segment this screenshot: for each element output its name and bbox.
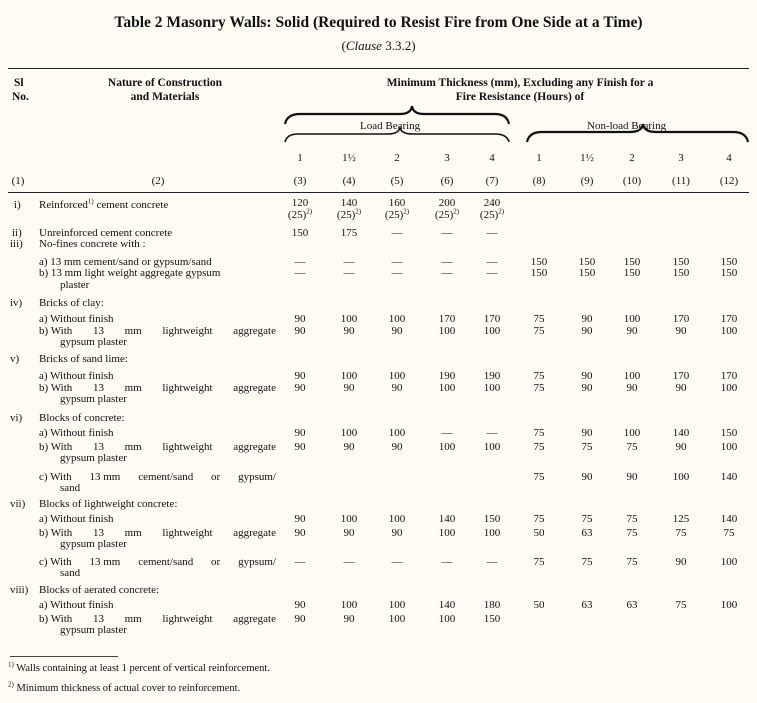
- column-number-2: (2): [151, 175, 165, 187]
- footnote-1: [8, 660, 270, 674]
- row-label-word: mm: [124, 527, 142, 539]
- value-cell: 175: [340, 227, 358, 239]
- value-cell: —: [486, 556, 498, 568]
- row-label-word: 13: [92, 325, 104, 337]
- value-cell: 180: [483, 599, 501, 611]
- value-cell: 75: [533, 370, 545, 382]
- value-cell: 190: [483, 370, 501, 382]
- row-label: a) Without finish: [39, 370, 114, 382]
- column-number-4: (4): [342, 175, 356, 187]
- footnote-ref: 2): [403, 207, 410, 216]
- value-cell: —: [486, 227, 498, 239]
- value-cell: 170: [438, 313, 456, 325]
- value-cell: 140: [438, 513, 456, 525]
- value-cell: —: [441, 267, 453, 279]
- value-cell: 75: [675, 599, 687, 611]
- column-number-10: (10): [622, 175, 642, 187]
- value-cell: 75: [533, 427, 545, 439]
- value-cell: 100: [340, 370, 358, 382]
- value-cell: 100: [483, 382, 501, 394]
- row-label-word: b) With: [39, 613, 73, 625]
- header-bottom-rule: [8, 192, 749, 193]
- value-cell: 150: [483, 613, 501, 625]
- value-cell: 100: [438, 441, 456, 453]
- value-cell: —: [294, 267, 306, 279]
- row-sl-number: ii): [12, 227, 22, 239]
- row-label-continued: gypsum plaster: [60, 452, 127, 464]
- value-cell: 90: [581, 382, 593, 394]
- value-cell: 100: [483, 527, 501, 539]
- value-cell: 90: [294, 513, 306, 525]
- value-cell: —: [441, 256, 453, 268]
- header-hour-2: 2: [394, 152, 400, 164]
- value-cell: —: [294, 256, 306, 268]
- value-cell: 150: [720, 256, 738, 268]
- row-label-word: b) With: [39, 441, 73, 453]
- value-cell: 100: [388, 513, 406, 525]
- value-cell: 100: [483, 441, 501, 453]
- header-hour-4: 4: [489, 152, 495, 164]
- row-label-continued: gypsum plaster: [60, 538, 127, 550]
- cover-value-cell: [282, 207, 318, 221]
- value-cell: —: [441, 227, 453, 239]
- value-cell: 75: [581, 556, 593, 568]
- clause-label: Clause: [345, 38, 382, 53]
- row-label-word: or: [211, 471, 221, 483]
- cover-value: (25): [287, 209, 307, 221]
- row-label-word: aggregate: [233, 382, 276, 394]
- value-cell: 90: [675, 382, 687, 394]
- row-label-word: aggregate: [233, 527, 276, 539]
- column-number-9: (9): [580, 175, 594, 187]
- value-cell: 170: [672, 313, 690, 325]
- footnote-ref: 2): [355, 207, 362, 216]
- value-cell: 90: [294, 313, 306, 325]
- column-number-3: (3): [293, 175, 307, 187]
- header-non-load-bearing: Non-load Bearing: [587, 120, 667, 132]
- value-cell: —: [391, 227, 403, 239]
- row-sl-number: iv): [10, 297, 23, 309]
- column-number-7: (7): [485, 175, 499, 187]
- header-no: No.: [12, 91, 29, 103]
- top-rule: [8, 68, 749, 69]
- row-label-word: mm: [124, 382, 142, 394]
- value-cell: 90: [294, 613, 306, 625]
- value-cell: 90: [675, 556, 687, 568]
- value-cell: 75: [626, 513, 638, 525]
- header-load-bearing: Load Bearing: [360, 120, 421, 132]
- value-cell: 90: [391, 527, 403, 539]
- cover-value-cell: [379, 207, 415, 221]
- value-cell: 100: [438, 527, 456, 539]
- value-cell: 100: [720, 382, 738, 394]
- row-sl-number: v): [10, 353, 20, 365]
- value-cell: 90: [581, 325, 593, 337]
- value-cell: 75: [533, 382, 545, 394]
- value-cell: 75: [675, 527, 687, 539]
- value-cell: 150: [672, 256, 690, 268]
- value-cell: —: [486, 267, 498, 279]
- column-number-11: (11): [672, 175, 690, 187]
- row-label: Blocks of lightweight concrete:: [39, 498, 178, 510]
- row-label-text: cement concrete: [93, 199, 169, 211]
- value-cell: 90: [391, 382, 403, 394]
- footnote-2: [8, 680, 241, 694]
- value-cell: 90: [626, 382, 638, 394]
- column-number-1: (1): [11, 175, 25, 187]
- row-label: a) Without finish: [39, 313, 114, 325]
- value-cell: —: [391, 256, 403, 268]
- cover-value: (25): [479, 209, 499, 221]
- value-cell: 90: [581, 427, 593, 439]
- value-cell: 100: [623, 427, 641, 439]
- cover-value-cell: [331, 207, 367, 221]
- row-label-word: mm: [124, 441, 142, 453]
- row-label: Blocks of aerated concrete:: [39, 584, 160, 596]
- value-cell: 100: [340, 427, 358, 439]
- header-hour-5: 1: [536, 152, 542, 164]
- row-label-word: aggregate: [233, 441, 276, 453]
- footnote-2-text: Minimum thickness of actual cover to reinforcement.: [13, 683, 241, 694]
- value-cell: 170: [720, 313, 738, 325]
- row-sl-number: vii): [10, 498, 26, 510]
- value-cell: 75: [723, 527, 735, 539]
- footnote-1-text: Walls containing at least 1 percent of vertical reinforcement.: [13, 663, 270, 674]
- value-cell: 200: [438, 197, 456, 209]
- value-cell: 90: [675, 325, 687, 337]
- row-label-word: b) With: [39, 382, 73, 394]
- value-cell: 100: [388, 599, 406, 611]
- header-hour-6: 1½: [580, 152, 594, 164]
- row-label-word: 13: [92, 613, 104, 625]
- row-label-word: lightweight: [162, 527, 213, 539]
- value-cell: 140: [672, 427, 690, 439]
- value-cell: 150: [578, 256, 596, 268]
- row-label-word: 13: [92, 527, 104, 539]
- value-cell: 140: [340, 197, 358, 209]
- row-label-word: cement/sand: [138, 556, 194, 568]
- value-cell: 90: [391, 441, 403, 453]
- value-cell: 90: [294, 370, 306, 382]
- value-cell: 170: [483, 313, 501, 325]
- value-cell: 160: [388, 197, 406, 209]
- value-cell: —: [441, 556, 453, 568]
- row-label-word: gypsum/: [238, 471, 276, 483]
- row-label-word: lightweight: [162, 441, 213, 453]
- value-cell: 150: [291, 227, 309, 239]
- header-sl: Sl: [14, 77, 24, 89]
- row-label-word: c) With: [39, 471, 72, 483]
- value-cell: —: [486, 256, 498, 268]
- table-title: Table 2 Masonry Walls: Solid (Required to Resist Fire from One Side at a Time): [114, 14, 643, 31]
- value-cell: 90: [675, 441, 687, 453]
- value-cell: —: [441, 427, 453, 439]
- value-cell: 100: [672, 471, 690, 483]
- row-label: [39, 197, 169, 211]
- value-cell: 90: [581, 370, 593, 382]
- row-label-text: Reinforced: [39, 199, 88, 211]
- row-label-continued: gypsum plaster: [60, 624, 127, 636]
- row-label: Blocks of concrete:: [39, 412, 125, 424]
- column-number-5: (5): [390, 175, 404, 187]
- value-cell: 75: [581, 513, 593, 525]
- header-hour-1: 1½: [342, 152, 356, 164]
- value-cell: 63: [581, 527, 593, 539]
- value-cell: 75: [626, 556, 638, 568]
- footnote-ref: 2): [306, 207, 313, 216]
- value-cell: 90: [294, 599, 306, 611]
- row-label: b) 13 mm light weight aggregate gypsum: [39, 267, 221, 279]
- value-cell: —: [343, 256, 355, 268]
- value-cell: —: [343, 556, 355, 568]
- row-label-word: lightweight: [162, 325, 213, 337]
- row-label-continued: gypsum plaster: [60, 336, 127, 348]
- value-cell: 100: [340, 313, 358, 325]
- row-label-word: c) With: [39, 556, 72, 568]
- value-cell: 190: [438, 370, 456, 382]
- value-cell: 90: [294, 427, 306, 439]
- value-cell: 75: [533, 513, 545, 525]
- value-cell: 100: [388, 313, 406, 325]
- value-cell: 90: [343, 325, 355, 337]
- value-cell: 140: [438, 599, 456, 611]
- value-cell: 75: [533, 313, 545, 325]
- row-label-word: 13: [92, 441, 104, 453]
- cover-value: (25): [336, 209, 356, 221]
- footnote-ref: 2): [498, 207, 505, 216]
- value-cell: 75: [533, 441, 545, 453]
- value-cell: 90: [581, 313, 593, 325]
- header-hour-3: 3: [444, 152, 450, 164]
- value-cell: —: [391, 556, 403, 568]
- value-cell: 100: [388, 370, 406, 382]
- value-cell: 75: [581, 441, 593, 453]
- value-cell: 90: [294, 325, 306, 337]
- value-cell: 100: [483, 325, 501, 337]
- row-label-word: aggregate: [233, 325, 276, 337]
- row-label-word: b) With: [39, 527, 73, 539]
- value-cell: 170: [720, 370, 738, 382]
- value-cell: 63: [581, 599, 593, 611]
- value-cell: —: [486, 427, 498, 439]
- value-cell: 150: [672, 267, 690, 279]
- header-hour-0: 1: [297, 152, 303, 164]
- row-sl-number: i): [14, 199, 21, 211]
- clause-reference: (Clause 3.3.2): [341, 38, 416, 53]
- value-cell: 75: [533, 325, 545, 337]
- value-cell: 150: [530, 256, 548, 268]
- value-cell: 120: [291, 197, 309, 209]
- row-sl-number: vi): [10, 412, 23, 424]
- row-label-word: gypsum/: [238, 556, 276, 568]
- row-label: a) Without finish: [39, 599, 114, 611]
- row-label-word: b) With: [39, 325, 73, 337]
- value-cell: 100: [720, 599, 738, 611]
- value-cell: 150: [623, 267, 641, 279]
- value-cell: 140: [720, 471, 738, 483]
- value-cell: 63: [626, 599, 638, 611]
- row-sl-number: viii): [10, 584, 29, 596]
- value-cell: 125: [672, 513, 690, 525]
- footnote-ref: 1): [87, 197, 94, 206]
- row-label-word: lightweight: [162, 613, 213, 625]
- value-cell: 90: [626, 471, 638, 483]
- row-label-continued: sand: [60, 567, 81, 579]
- row-label-word: mm: [124, 325, 142, 337]
- column-number-8: (8): [532, 175, 546, 187]
- row-label: Unreinforced cement concrete: [39, 227, 173, 239]
- value-cell: 75: [626, 441, 638, 453]
- value-cell: 100: [340, 599, 358, 611]
- value-cell: 90: [626, 325, 638, 337]
- value-cell: 150: [720, 427, 738, 439]
- row-label: a) Without finish: [39, 427, 114, 439]
- value-cell: 90: [343, 382, 355, 394]
- value-cell: —: [391, 267, 403, 279]
- footnote-rule: [10, 656, 118, 657]
- value-cell: 150: [623, 256, 641, 268]
- value-cell: 50: [533, 527, 545, 539]
- value-cell: 100: [720, 441, 738, 453]
- cover-value: (25): [384, 209, 404, 221]
- column-number-6: (6): [440, 175, 454, 187]
- value-cell: 150: [578, 267, 596, 279]
- row-label-continued: sand: [60, 482, 81, 494]
- row-sl-number: iii): [10, 238, 23, 250]
- value-cell: 75: [533, 556, 545, 568]
- value-cell: 90: [294, 527, 306, 539]
- value-cell: 100: [388, 613, 406, 625]
- value-cell: 100: [340, 513, 358, 525]
- value-cell: 90: [343, 441, 355, 453]
- value-cell: 90: [581, 471, 593, 483]
- row-label-word: 13 mm: [89, 471, 121, 483]
- cover-value: (25): [434, 209, 454, 221]
- value-cell: 90: [294, 382, 306, 394]
- footnote-1-mark: 1): [8, 660, 14, 669]
- value-cell: 170: [672, 370, 690, 382]
- clause-number: 3.3.2: [385, 38, 412, 53]
- header-thickness-line1: Minimum Thickness (mm), Excluding any Finish for a: [386, 77, 654, 89]
- row-label: a) 13 mm cement/sand or gypsum/sand: [39, 256, 212, 268]
- row-label-word: 13: [92, 382, 104, 394]
- row-label-continued: plaster: [60, 279, 90, 291]
- value-cell: 50: [533, 599, 545, 611]
- row-label: Bricks of clay:: [39, 297, 104, 309]
- header-hour-9: 4: [726, 152, 732, 164]
- value-cell: —: [294, 556, 306, 568]
- header-thickness-line2: Fire Resistance (Hours) of: [455, 91, 585, 103]
- row-label-word: aggregate: [233, 613, 276, 625]
- header-nature-line1: Nature of Construction: [107, 77, 223, 89]
- value-cell: —: [343, 267, 355, 279]
- value-cell: 75: [533, 471, 545, 483]
- value-cell: 90: [391, 325, 403, 337]
- value-cell: 100: [623, 370, 641, 382]
- cover-value-cell: [429, 207, 465, 221]
- row-label-continued: gypsum plaster: [60, 393, 127, 405]
- value-cell: 140: [720, 513, 738, 525]
- value-cell: 150: [483, 513, 501, 525]
- header-hour-8: 3: [678, 152, 684, 164]
- value-cell: 90: [343, 613, 355, 625]
- value-cell: 75: [626, 527, 638, 539]
- row-label: No-fines concrete with :: [39, 238, 146, 250]
- footnote-2-mark: 2): [8, 680, 14, 689]
- value-cell: 150: [530, 267, 548, 279]
- row-label-word: lightweight: [162, 382, 213, 394]
- value-cell: 90: [294, 441, 306, 453]
- value-cell: 100: [623, 313, 641, 325]
- row-label: a) Without finish: [39, 513, 114, 525]
- row-label-word: or: [211, 556, 221, 568]
- value-cell: 100: [438, 613, 456, 625]
- value-cell: 100: [388, 427, 406, 439]
- row-label-word: 13 mm: [89, 556, 121, 568]
- cover-value-cell: [474, 207, 510, 221]
- column-number-12: (12): [719, 175, 739, 187]
- value-cell: 90: [343, 527, 355, 539]
- row-label-word: mm: [124, 613, 142, 625]
- footnote-ref: 2): [453, 207, 460, 216]
- row-label: Bricks of sand lime:: [39, 353, 128, 365]
- row-label-word: cement/sand: [138, 471, 194, 483]
- value-cell: 100: [438, 325, 456, 337]
- value-cell: 100: [720, 556, 738, 568]
- value-cell: 150: [720, 267, 738, 279]
- header-nature-line2: and Materials: [130, 91, 200, 103]
- value-cell: 100: [720, 325, 738, 337]
- header-hour-7: 2: [629, 152, 635, 164]
- value-cell: 240: [483, 197, 501, 209]
- value-cell: 100: [438, 382, 456, 394]
